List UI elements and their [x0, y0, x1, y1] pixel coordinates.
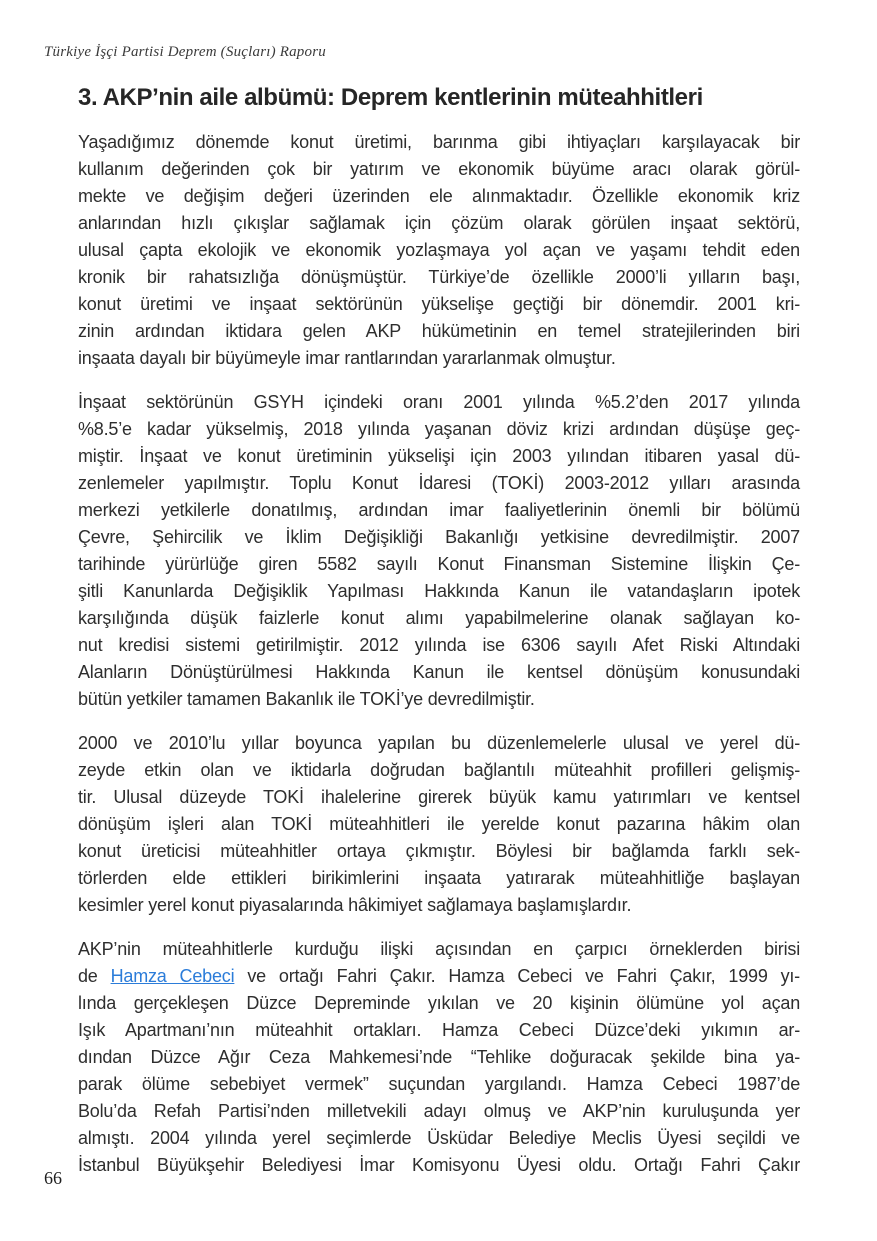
text-line: kronik bir rahatsızlığa dönüşmüştür. Türkiye’de özellikle 2000’li yılların başı,: [78, 267, 800, 287]
text-line: %8.5’e kadar yükselmiş, 2018 yılında yaşanan döviz krizi ardından düşüşe geç-: [78, 419, 800, 439]
text-line: merkezi yetkilerle donatılmış, ardından imar faaliyetlerinin önemli bir bölümü: [78, 500, 800, 520]
text-line-with-link: [78, 963, 800, 990]
text-line: mekte ve değişim değeri üzerinden ele alınmaktadır. Özellikle ekonomik kriz: [78, 186, 800, 206]
text-run: ve ortağı Fahri Çakır. Hamza Cebeci ve Fahri Çakır, 1999 yı-: [234, 966, 800, 986]
text-line: inşaata dayalı bir büyümeyle imar rantlarından yararlanmak olmuştur.: [78, 348, 616, 368]
text-line: tarihinde yürürlüğe giren 5582 sayılı Konut Finansman Sistemine İlişkin Çe-: [78, 554, 800, 574]
text-line: konut üreticisi müteahhitler ortaya çıkmıştır. Böylesi bir bağlamda farklı sek-: [78, 841, 800, 861]
text-line: Alanların Dönüştürülmesi Hakkında Kanun ile kentsel dönüşüm konusundaki: [78, 662, 800, 682]
text-line: Çevre, Şehircilik ve İklim Değişikliği Bakanlığı yetkisine devredilmiştir. 2007: [78, 527, 800, 547]
running-header: Türkiye İşçi Partisi Deprem (Suçları) Raporu: [44, 44, 326, 60]
page-content: [78, 84, 800, 1179]
text-line: Bolu’da Refah Partisi’nden milletvekili adayı olmuş ve AKP’nin kuruluşunda yer: [78, 1101, 800, 1121]
text-line: nut kredisi sistemi getirilmiştir. 2012 yılında ise 6306 sayılı Afet Riski Altındaki: [78, 635, 800, 655]
text-line: dönüşüm işleri alan TOKİ müteahhitleri ile yerelde konut pazarına hâkim olan: [78, 814, 800, 834]
text-line: lında gerçekleşen Düzce Depreminde yıkılan ve 20 kişinin ölümüne yol açan: [78, 993, 800, 1013]
text-line: Yaşadığımız dönemde konut üretimi, barınma gibi ihtiyaçları karşılayacak bir: [78, 132, 800, 152]
paragraph-1: [78, 129, 800, 372]
text-line: AKP’nin müteahhitlerle kurduğu ilişki açısından en çarpıcı örneklerden birisi: [78, 939, 800, 959]
hamza-cebeci-link[interactable]: Hamza Cebeci: [110, 966, 235, 986]
text-line: dından Düzce Ağır Ceza Mahkemesi’nde “Tehlike doğuracak şekilde bina ya-: [78, 1047, 800, 1067]
text-line: tir. Ulusal düzeyde TOKİ ihalelerine girerek büyük kamu yatırımları ve kentsel: [78, 787, 800, 807]
text-line: İstanbul Büyükşehir Belediyesi İmar Komisyonu Üyesi oldu. Ortağı Fahri Çakır: [78, 1155, 800, 1175]
text-line: Işık Apartmanı’nın müteahhit ortakları. Hamza Cebeci Düzce’deki yıkımın ar-: [78, 1020, 800, 1040]
text-line: almıştı. 2004 yılında yerel seçimlerde Üsküdar Belediye Meclis Üyesi seçildi ve: [78, 1128, 800, 1148]
text-line: konut üretimi ve inşaat sektörünün yükselişe geçtiği bir dönemdir. 2001 kri-: [78, 294, 800, 314]
text-line: şitli Kanunlarda Değişiklik Yapılması Hakkında Kanun ile vatandaşların ipotek: [78, 581, 800, 601]
text-line: törlerden elde ettikleri birikimlerini inşaata yatırarak müteahhitliğe başlayan: [78, 868, 800, 888]
paragraph-4: [78, 936, 800, 1179]
paragraph-2: [78, 389, 800, 713]
text-line: zenlemeler yapılmıştır. Toplu Konut İdaresi (TOKİ) 2003-2012 yılları arasında: [78, 473, 800, 493]
text-line: bütün yetkiler tamamen Bakanlık ile TOKİ’ye devredilmiştir.: [78, 689, 535, 709]
text-line: zinin ardından iktidara gelen AKP hükümetinin en temel stratejilerinden biri: [78, 321, 800, 341]
text-run: de: [78, 966, 111, 986]
text-line: karşılığında düşük faizlerle konut alımı yapabilmelerine olanak sağlayan ko-: [78, 608, 800, 628]
text-line: miştir. İnşaat ve konut üretiminin yükselişi için 2003 yılından itibaren yasal dü-: [78, 446, 800, 466]
text-line: İnşaat sektörünün GSYH içindeki oranı 2001 yılında %5.2’den 2017 yılında: [78, 392, 800, 412]
paragraph-3: [78, 730, 800, 919]
text-line: ulusal çapta ekolojik ve ekonomik yozlaşmaya yol açan ve yaşamı tehdit eden: [78, 240, 800, 260]
text-line: zeyde etkin olan ve iktidarla doğrudan bağlantılı müteahhit profilleri gelişmiş-: [78, 760, 800, 780]
page-number: 66: [44, 1168, 62, 1188]
text-line: kesimler yerel konut piyasalarında hâkimiyet sağlamaya başlamışlardır.: [78, 895, 632, 915]
section-title: 3. AKP’nin aile albümü: Deprem kentlerinin müteahhitleri: [78, 84, 703, 111]
text-line: 2000 ve 2010’lu yıllar boyunca yapılan bu düzenlemelerle ulusal ve yerel dü-: [78, 733, 800, 753]
text-line: kullanım değerinden çok bir yatırım ve ekonomik büyüme aracı olarak görül-: [78, 159, 800, 179]
text-line: anlarından hızlı çıkışlar sağlamak için çözüm olarak görülen inşaat sektörü,: [78, 213, 800, 233]
text-line: parak ölüme sebebiyet vermek” suçundan yargılandı. Hamza Cebeci 1987’de: [78, 1074, 800, 1094]
